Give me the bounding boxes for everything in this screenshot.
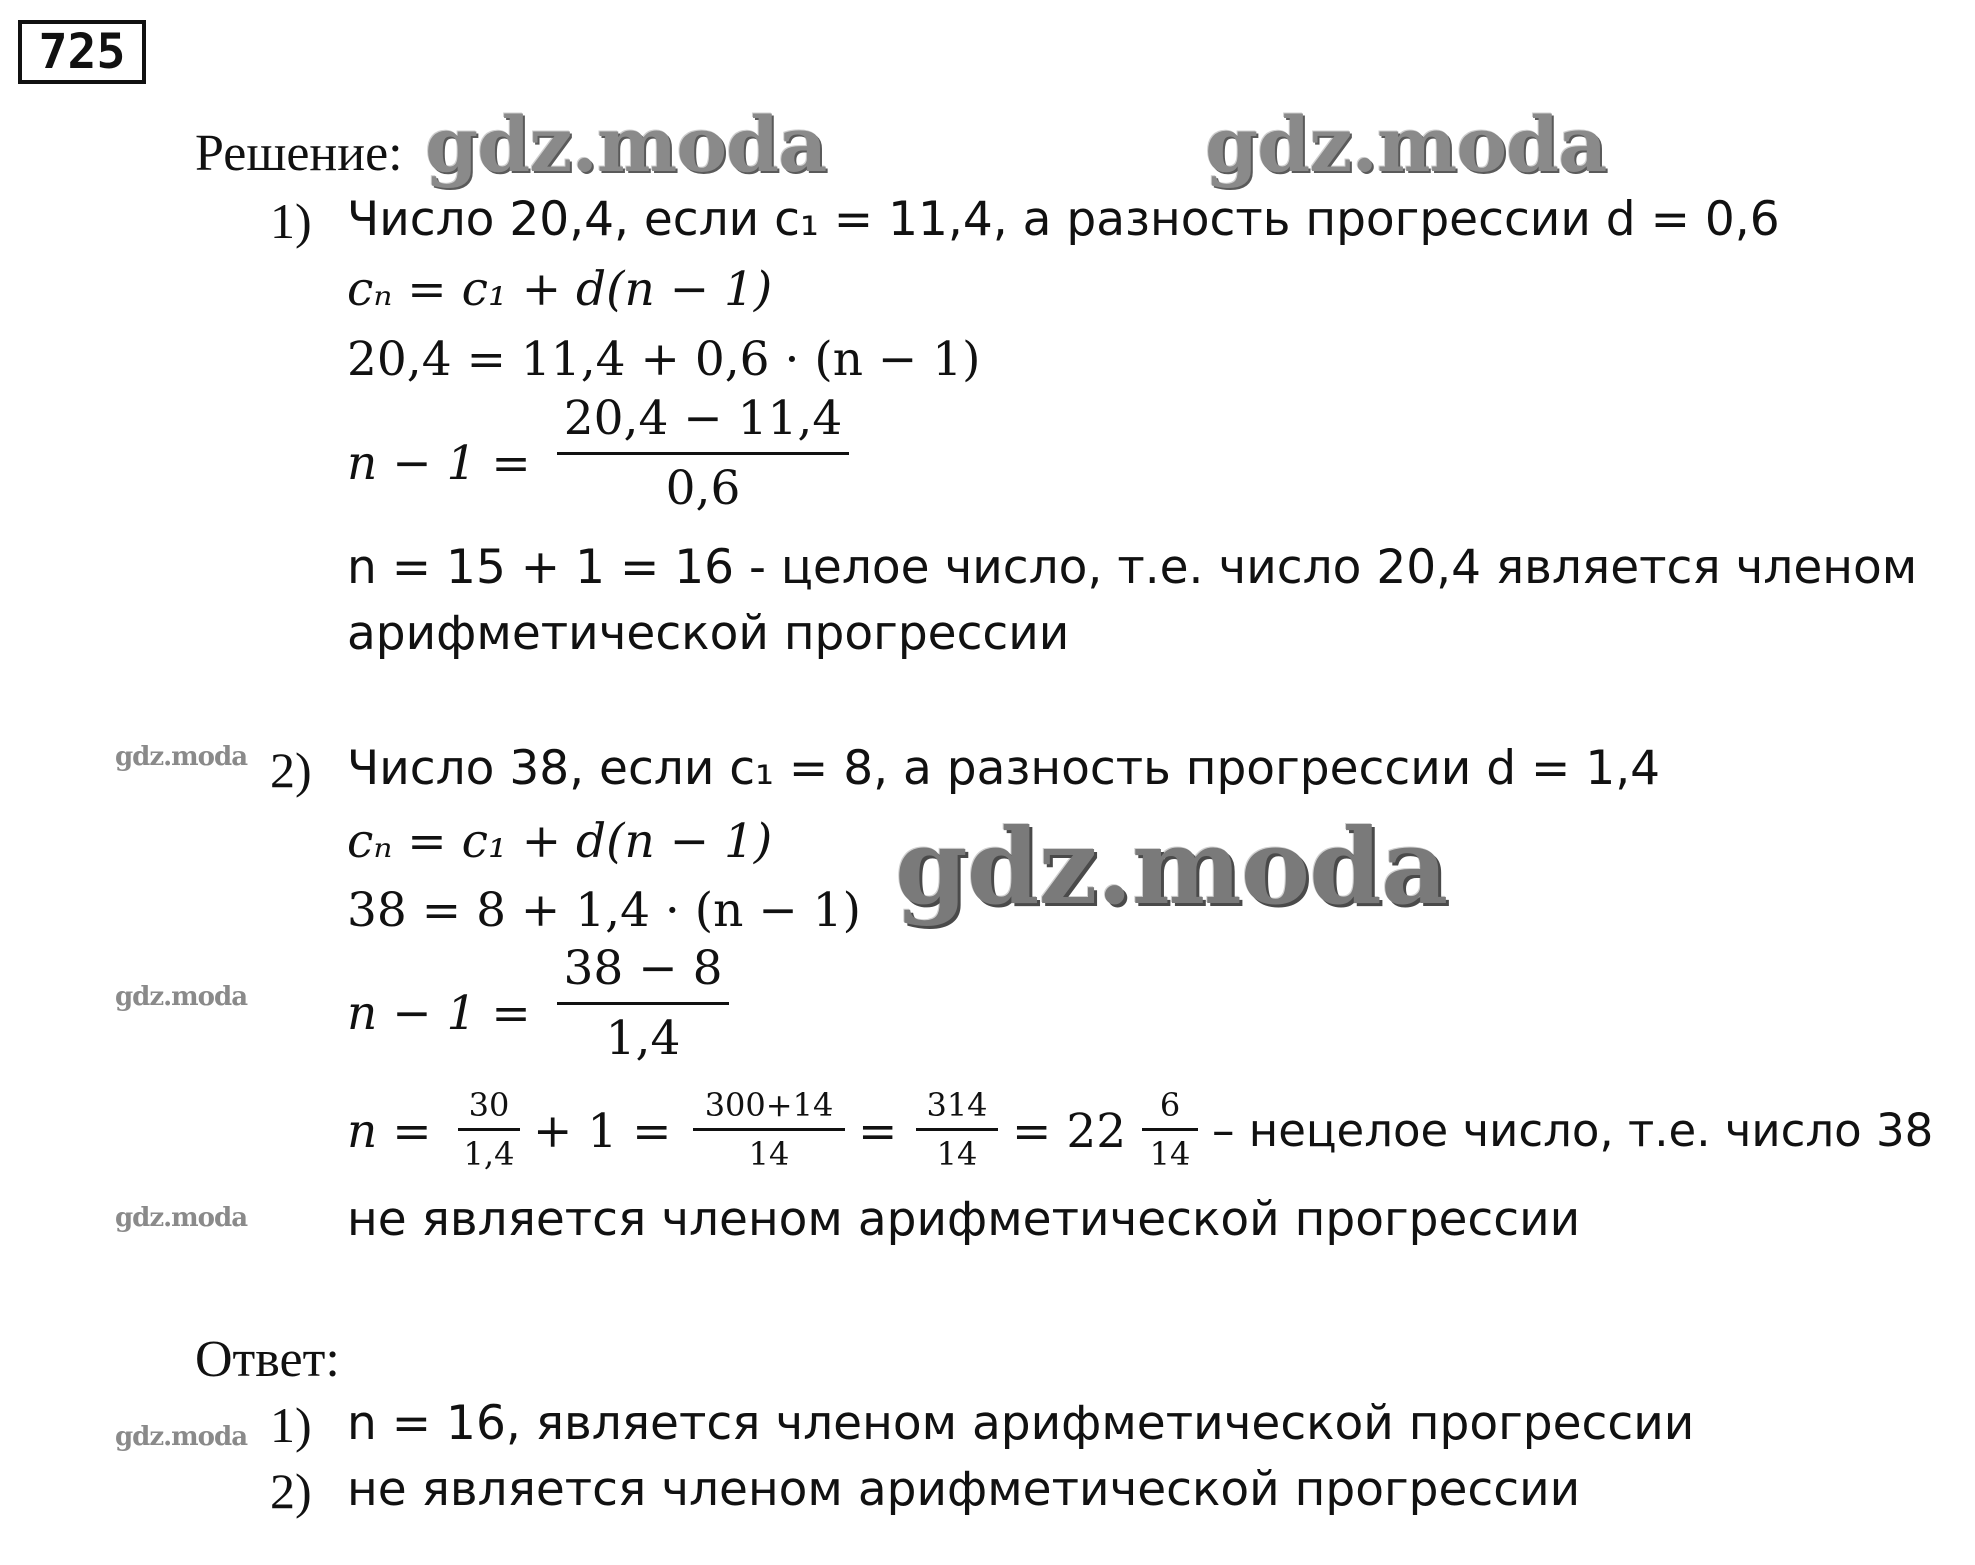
fraction-denominator: 14 <box>936 1135 978 1173</box>
fraction-denominator: 1,4 <box>605 1011 681 1066</box>
part2-calc-n: n = <box>347 1104 432 1159</box>
fraction-denominator: 14 <box>1149 1135 1191 1173</box>
calc-fraction-4 <box>1142 1086 1198 1173</box>
part2-substitution: 38 = 8 + 1,4 · (n − 1) <box>347 883 861 938</box>
answer1-text: n = 16, является членом арифметической прогрессии <box>347 1396 1695 1451</box>
part2-formula: cₙ = c₁ + d(n − 1) <box>347 814 773 869</box>
problem-number: 725 <box>18 20 146 84</box>
calc-fraction-1 <box>458 1086 520 1173</box>
part1-substitution: 20,4 = 11,4 + 0,6 · (n − 1) <box>347 332 981 387</box>
watermark: gdz.moda <box>115 1422 248 1452</box>
part2-fraction <box>557 941 729 1066</box>
part2-result-cont: не является членом арифметической прогрессии <box>347 1192 1581 1247</box>
part2-calc-tail: – нецелое число, т.е. число 38 <box>1212 1104 1934 1157</box>
answer1-number: 1) <box>270 1397 312 1453</box>
answer2-text: не является членом арифметической прогрессии <box>347 1462 1581 1517</box>
fraction-denominator: 0,6 <box>665 461 741 516</box>
watermark: gdz.moda <box>1205 100 1607 189</box>
watermark: gdz.moda <box>895 805 1448 928</box>
fraction-numerator: 30 <box>468 1086 510 1124</box>
part2-calc-eq22: = 22 <box>1012 1104 1127 1159</box>
part1-formula: cₙ = c₁ + d(n − 1) <box>347 262 773 317</box>
calc-fraction-2 <box>693 1086 845 1173</box>
part2-calc-eq: = <box>858 1104 898 1159</box>
part1-result: n = 15 + 1 = 16 - целое число, т.е. число 20,4 является членом <box>347 540 1918 595</box>
watermark: gdz.moda <box>115 1203 248 1233</box>
part1-fraction <box>557 391 849 516</box>
part2-fraction-lhs: n − 1 = <box>347 986 531 1041</box>
fraction-numerator: 314 <box>926 1086 988 1124</box>
fraction-denominator: 14 <box>748 1135 790 1173</box>
watermark: gdz.moda <box>115 982 248 1012</box>
part2-intro: Число 38, если c₁ = 8, а разность прогрессии d = 1,4 <box>347 741 1661 796</box>
watermark: gdz.moda <box>425 100 827 189</box>
fraction-numerator: 20,4 − 11,4 <box>563 391 843 446</box>
part1-result-cont: арифметической прогрессии <box>347 606 1070 661</box>
fraction-denominator: 1,4 <box>463 1135 515 1173</box>
fraction-numerator: 6 <box>1159 1086 1181 1124</box>
solution-label: Решение: <box>195 125 403 182</box>
part1-fraction-lhs: n − 1 = <box>347 436 531 491</box>
part1-number: 1) <box>270 193 312 249</box>
calc-fraction-3 <box>916 1086 998 1173</box>
answer-label: Ответ: <box>195 1331 340 1388</box>
part1-intro: Число 20,4, если c₁ = 11,4, а разность прогрессии d = 0,6 <box>347 192 1780 247</box>
watermark: gdz.moda <box>115 742 248 772</box>
answer2-number: 2) <box>270 1463 312 1519</box>
part2-calc-plus: + 1 = <box>533 1104 672 1159</box>
fraction-numerator: 300+14 <box>704 1086 834 1124</box>
part2-number: 2) <box>270 742 312 798</box>
fraction-numerator: 38 − 8 <box>563 941 723 996</box>
